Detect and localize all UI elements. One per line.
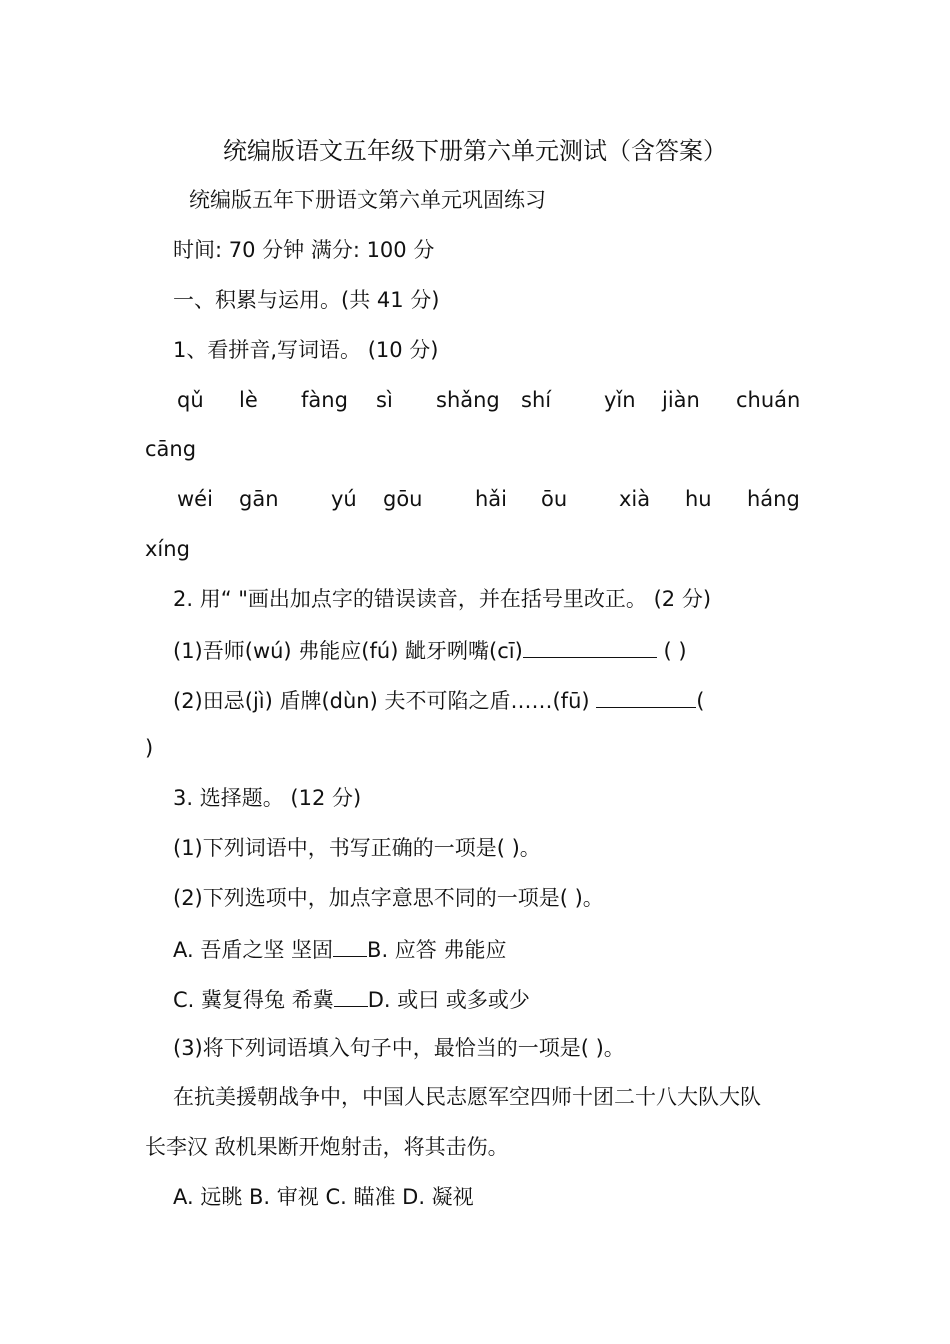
page-title: 统编版语文五年级下册第六单元测试（含答案）	[223, 137, 727, 165]
option-b: B. 应答 弗能应	[367, 938, 507, 962]
section-heading: 一、积累与运用。(共 41 分)	[173, 288, 440, 312]
question-3-sub-2: (2)下列选项中，加点字意思不同的一项是( )。	[173, 886, 604, 910]
pinyin-syllable: shí	[521, 388, 552, 412]
question-2-item-1	[173, 635, 807, 665]
answer-parentheses: ( )	[656, 639, 687, 663]
pinyin-syllable: gān	[239, 487, 279, 511]
passage-line-2: 长李汉 敌机果断开炮射击，将其击伤。	[145, 1135, 509, 1159]
pinyin-syllable: gōu	[383, 487, 423, 511]
pinyin-syllable: hǎi	[475, 487, 508, 511]
answer-blank[interactable]	[596, 685, 696, 708]
answer-parentheses-close: )	[145, 736, 154, 760]
question-3-options: A. 远眺 B. 审视 C. 瞄准 D. 凝视	[173, 1185, 474, 1209]
item-text: (1)吾师(wú) 弗能应(fú) 龇牙咧嘴(cī)	[173, 639, 523, 663]
time-info: 时间: 70 分钟 满分: 100 分	[173, 238, 435, 262]
option-c: C. 冀复得兔 希冀	[173, 988, 334, 1012]
item-text: (2)田忌(jì) 盾牌(dùn) 夫不可陷之盾……(fū)	[173, 689, 597, 713]
pinyin-syllable: hu	[685, 487, 712, 511]
answer-parentheses: (	[696, 689, 705, 713]
pinyin-syllable: cāng	[145, 437, 197, 461]
pinyin-syllable: xíng	[145, 537, 190, 561]
option-d: D. 或曰 或多或少	[367, 988, 530, 1012]
question-2-heading: 2. 用“ "画出加点字的错误读音，并在括号里改正。 (2 分)	[173, 587, 712, 611]
pinyin-syllable: chuán	[736, 388, 801, 412]
subtitle: 统编版五年下册语文第六单元巩固练习	[189, 188, 546, 212]
question-3-heading: 3. 选择题。 (12 分)	[173, 786, 362, 810]
pinyin-syllable: yú	[331, 487, 357, 511]
pinyin-syllable: shǎng	[436, 388, 500, 412]
pinyin-syllable: yǐn	[604, 388, 636, 412]
pinyin-syllable: xià	[619, 487, 651, 511]
pinyin-syllable: fàng	[301, 388, 348, 412]
answer-blank[interactable]	[333, 934, 367, 957]
question-2-item-2	[173, 685, 807, 715]
pinyin-syllable: lè	[239, 388, 258, 412]
question-3-sub-1: (1)下列词语中，书写正确的一项是( )。	[173, 836, 541, 860]
answer-blank[interactable]	[334, 984, 368, 1007]
answer-blank[interactable]	[523, 635, 657, 658]
question-1-heading: 1、看拼音,写词语。 (10 分)	[173, 338, 439, 362]
pinyin-syllable: wéi	[177, 487, 213, 511]
options-row-ab	[173, 934, 807, 964]
options-row-cd	[173, 984, 807, 1014]
question-3-sub-3: (3)将下列词语填入句子中，最恰当的一项是( )。	[173, 1036, 625, 1060]
pinyin-syllable: jiàn	[662, 388, 700, 412]
pinyin-syllable: háng	[747, 487, 800, 511]
option-a: A. 吾盾之坚 坚固	[173, 938, 334, 962]
passage-line-1: 在抗美援朝战争中，中国人民志愿军空四师十团二十八大队大队	[173, 1085, 761, 1109]
pinyin-syllable: sì	[376, 388, 393, 412]
pinyin-syllable: qǔ	[177, 388, 204, 412]
pinyin-syllable: ōu	[541, 487, 568, 511]
